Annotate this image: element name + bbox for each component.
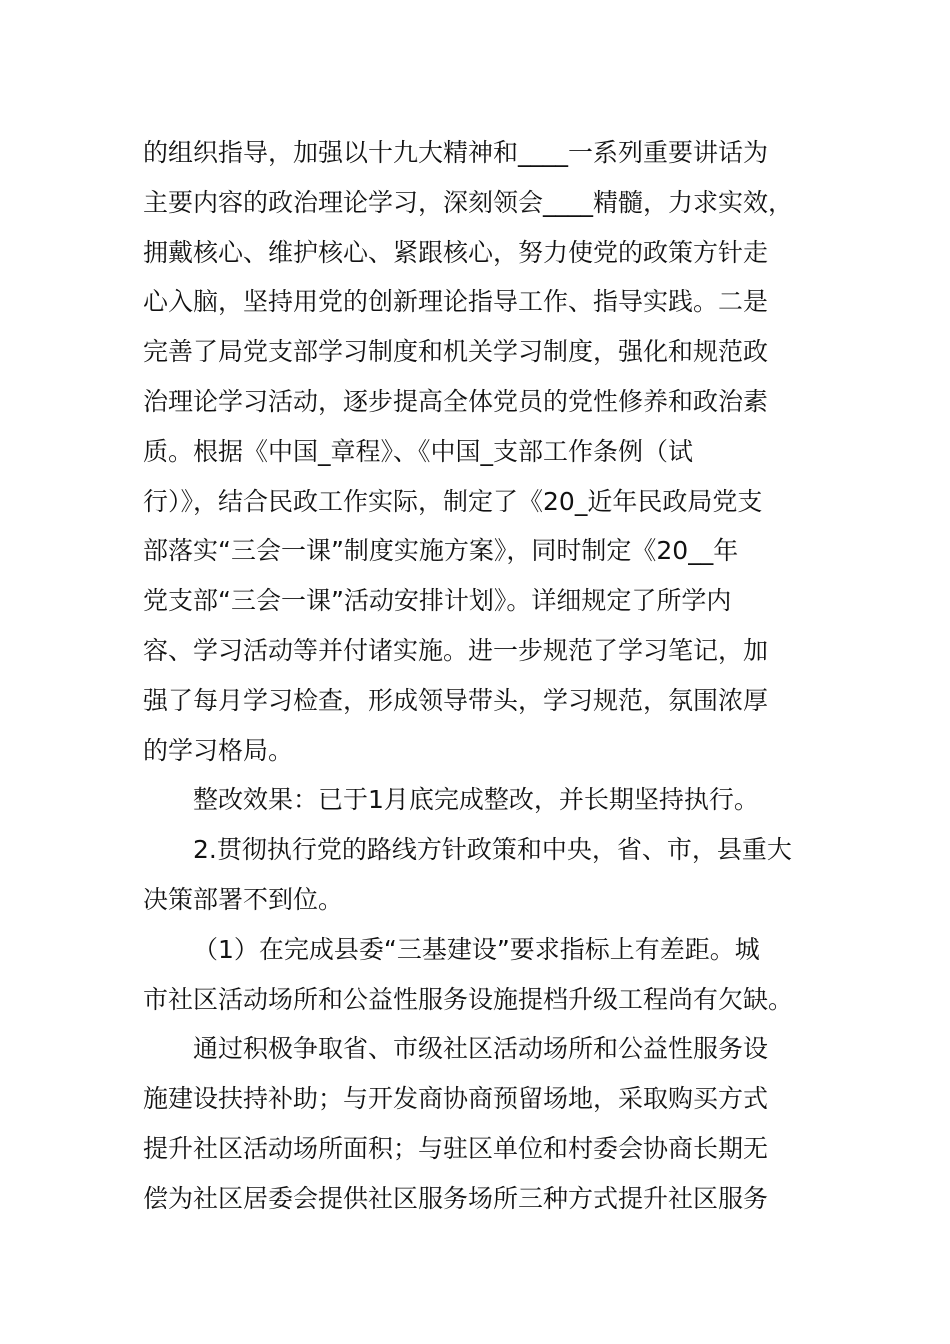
text-line: 完善了局党支部学习制度和机关学习制度，强化和规范政: [143, 337, 769, 367]
text-line: 质。根据《中国_章程》、《中国_支部工作条例（试: [143, 436, 694, 466]
text-line: 党支部“三会一课”活动安排计划》。详细规定了所学内: [143, 586, 732, 616]
text-line: 通过积极争取省、市级社区活动场所和公益性服务设: [193, 1034, 769, 1064]
text-line: 部落实“三会一课”制度实施方案》，同时制定《20__年: [143, 536, 739, 566]
text-line: 容、学习活动等并付诸实施。进一步规范了学习笔记，加: [143, 635, 769, 665]
text-line: 施建设扶持补助；与开发商协商预留场地，采取购买方式: [143, 1084, 769, 1114]
text-line: 偿为社区居委会提供社区服务场所三种方式提升社区服务: [143, 1183, 769, 1213]
text-line: 强了每月学习检查，形成领导带头，学习规范，氛围浓厚: [143, 685, 769, 715]
text-line: 的学习格局。: [143, 735, 294, 765]
text-line: 的组织指导，加强以十九大精神和____一系列重要讲话为: [143, 138, 769, 167]
text-line: 2.贯彻执行党的路线方针政策和中央，省、市，县重大: [193, 835, 792, 865]
text-line: 整改效果：已于1月底完成整改，并长期坚持执行。: [193, 785, 759, 815]
text-line: 治理论学习活动，逐步提高全体党员的党性修养和政治素: [143, 386, 769, 416]
text-line: 决策部署不到位。: [143, 884, 344, 914]
body-text: [143, 128, 833, 1224]
text-line: 拥戴核心、维护核心、紧跟核心，努力使党的政策方针走: [143, 237, 769, 267]
text-line: 市社区活动场所和公益性服务设施提档升级工程尚有欠缺。: [143, 984, 794, 1014]
text-line: 心入脑，坚持用党的创新理论指导工作、指导实践。二是: [143, 287, 769, 317]
text-line: 行）》，结合民政工作实际，制定了《20_近年民政局党支: [143, 486, 763, 516]
text-line: 提升社区活动场所面积；与驻区单位和村委会协商长期无: [143, 1133, 769, 1163]
text-line: 主要内容的政治理论学习，深刻领会____精髓，力求实效，: [143, 187, 794, 217]
text-line: （1）在完成县委“三基建设”要求指标上有差距。城: [193, 934, 760, 964]
